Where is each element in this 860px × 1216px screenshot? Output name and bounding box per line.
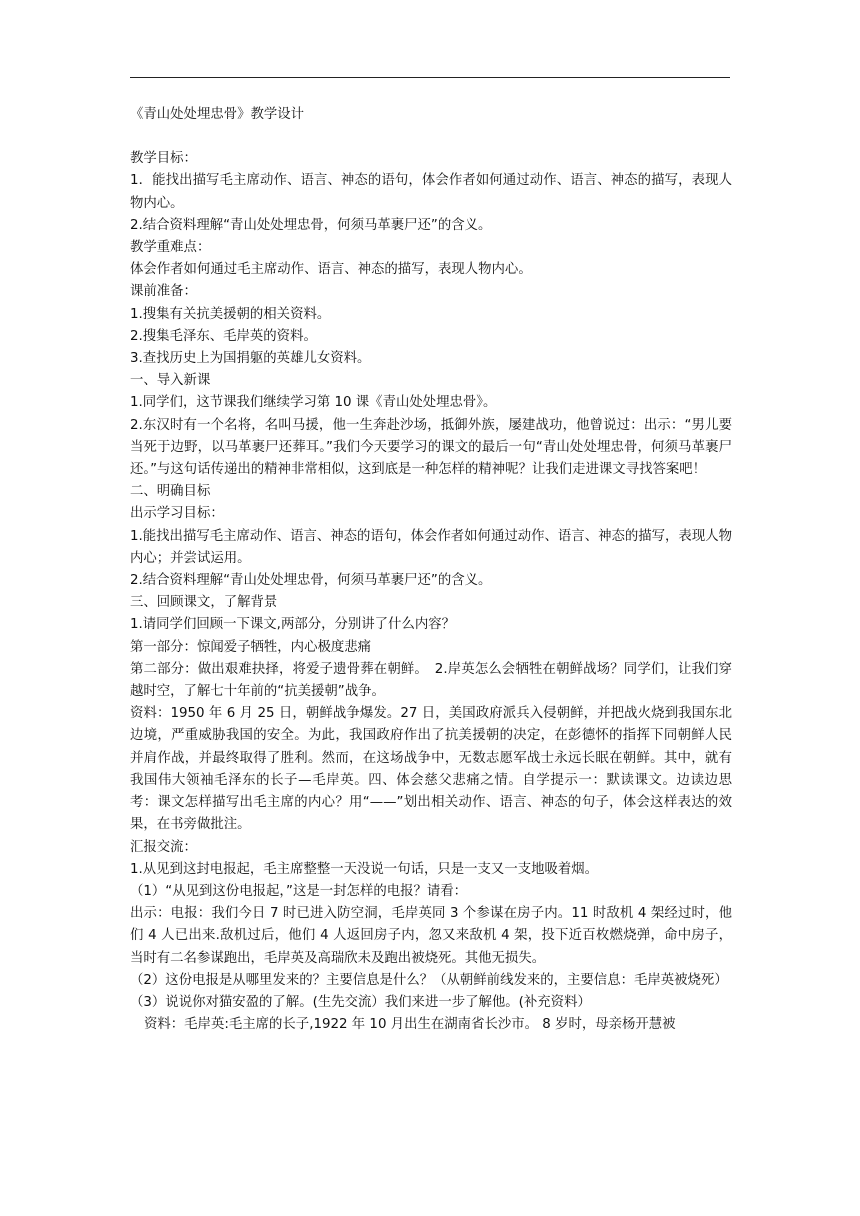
paragraph: 2.东汉时有一个名将，名叫马援，他一生奔赴沙场，抵御外族，屡建战功，他曾说过：出示：“男儿要当死于边野，以马革裹尸还葬耳。”我们今天要学习的课文的最后一句“青山处处埋忠骨，何须马革裹尸还。”与这句话传递出的精神非常相似，这到底是一种怎样的精神呢？让我们走进课文寻找答案吧！ bbox=[130, 417, 732, 478]
paragraph: 出示学习目标： bbox=[130, 506, 224, 522]
paragraph: 资料：毛岸英:毛主席的长子,1922 年 10 月出生在湖南省长沙市。 8 岁时，母亲杨开慧被 bbox=[144, 1017, 676, 1033]
paragraph: 3.查找历史上为国捐躯的英雄儿女资料。 bbox=[130, 351, 371, 367]
paragraph: 教学重难点： bbox=[130, 240, 211, 256]
paragraph: 1.从见到这封电报起，毛主席整整一天没说一句话，只是一支又一支地吸着烟。 bbox=[130, 861, 599, 877]
header-rule bbox=[130, 77, 730, 78]
section-heading: 一、导入新课 bbox=[130, 373, 211, 389]
paragraph: 1．能找出描写毛主席动作、语言、神态的语句，体会作者如何通过动作、语言、神态的描写，表现人物内心。 bbox=[130, 173, 732, 211]
paragraph: 教学目标： bbox=[130, 151, 197, 167]
paragraph: 体会作者如何通过毛主席动作、语言、神态的描写，表现人物内心。 bbox=[130, 262, 532, 278]
paragraph: 1.搜集有关抗美援朝的相关资料。 bbox=[130, 306, 331, 322]
paragraph: 2.结合资料理解“青山处处埋忠骨，何须马革裹尸还”的含义。 bbox=[130, 573, 492, 589]
paragraph: 第二部分：做出艰难抉择，将爱子遗骨葬在朝鲜。 2.岸英怎么会牺牲在朝鲜战场？同学们，让我们穿越时空，了解七十年前的“抗美援朝”战争。 bbox=[130, 661, 732, 700]
paragraph: （2）这份电报是从哪里发来的？主要信息是什么？（从朝鲜前线发来的，主要信息：毛岸英被烧死） bbox=[130, 972, 728, 988]
paragraph: 1.请同学们回顾一下课文,两部分，分别讲了什么内容？ bbox=[130, 617, 456, 633]
section-heading: 二、明确目标 bbox=[130, 484, 211, 500]
document-body bbox=[130, 104, 732, 1036]
paragraph: 2.结合资料理解“青山处处埋忠骨，何须马革裹尸还”的含义。 bbox=[130, 217, 492, 233]
paragraph: 资料：1950 年 6 月 25 日，朝鲜战争爆发。27 日，美国政府派兵入侵朝鲜，并把战火烧到我国东北边境，严重威胁我国的安全。为此，我国政府作出了抗美援朝的决定，在彭德怀的指挥下同朝鲜人民并肩作战，并最终取得了胜利。然而，在这场战争中，无数志愿军战士永远长眠在朝鲜。其中，就有我国伟大领袖毛泽东的长子—毛岸英。四、体会慈父悲痛之情。自学提示一：默读课文。边读边思考：课文怎样描写出毛主席的内心？用“——”划出相关动作、语言、神态的句子，体会这样表达的效果，在书旁做批注。 bbox=[130, 706, 732, 833]
paragraph: （1）“从见到这份电报起，”这是一封怎样的电报？请看： bbox=[130, 883, 468, 899]
paragraph: 1.能找出描写毛主席动作、语言、神态的语句，体会作者如何通过动作、语言、神态的描写，表现人物内心；并尝试运用。 bbox=[130, 528, 732, 566]
paragraph: 1.同学们，这节课我们继续学习第 10 课《青山处处埋忠骨》。 bbox=[130, 395, 497, 411]
paragraph: 2.搜集毛泽东、毛岸英的资料。 bbox=[130, 328, 317, 344]
section-heading: 三、回顾课文，了解背景 bbox=[130, 595, 278, 611]
document-title: 《青山处处埋忠骨》教学设计 bbox=[130, 107, 305, 122]
paragraph: 出示：电报：我们今日 7 时已进入防空洞，毛岸英同 3 个参谋在房子内。11 时敌机 4 架经过时，他们 4 人已出来.敌机过后，他们 4 人返回房子内，忽又来敌机 4 架，投下近百枚燃烧弹，命中房子，当时有二名参谋跑出，毛岸英及高瑞欣未及跑出被烧死。其他无损失。 bbox=[130, 906, 732, 966]
paragraph: 汇报交流： bbox=[130, 839, 197, 855]
paragraph: 课前准备： bbox=[130, 284, 197, 300]
paragraph: （3）说说你对猫安盈的了解。(生先交流）我们来进一步了解他。(补充资料） bbox=[130, 994, 591, 1010]
paragraph: 第一部分：惊闻爱子牺牲，内心极度悲痛 bbox=[130, 639, 372, 655]
